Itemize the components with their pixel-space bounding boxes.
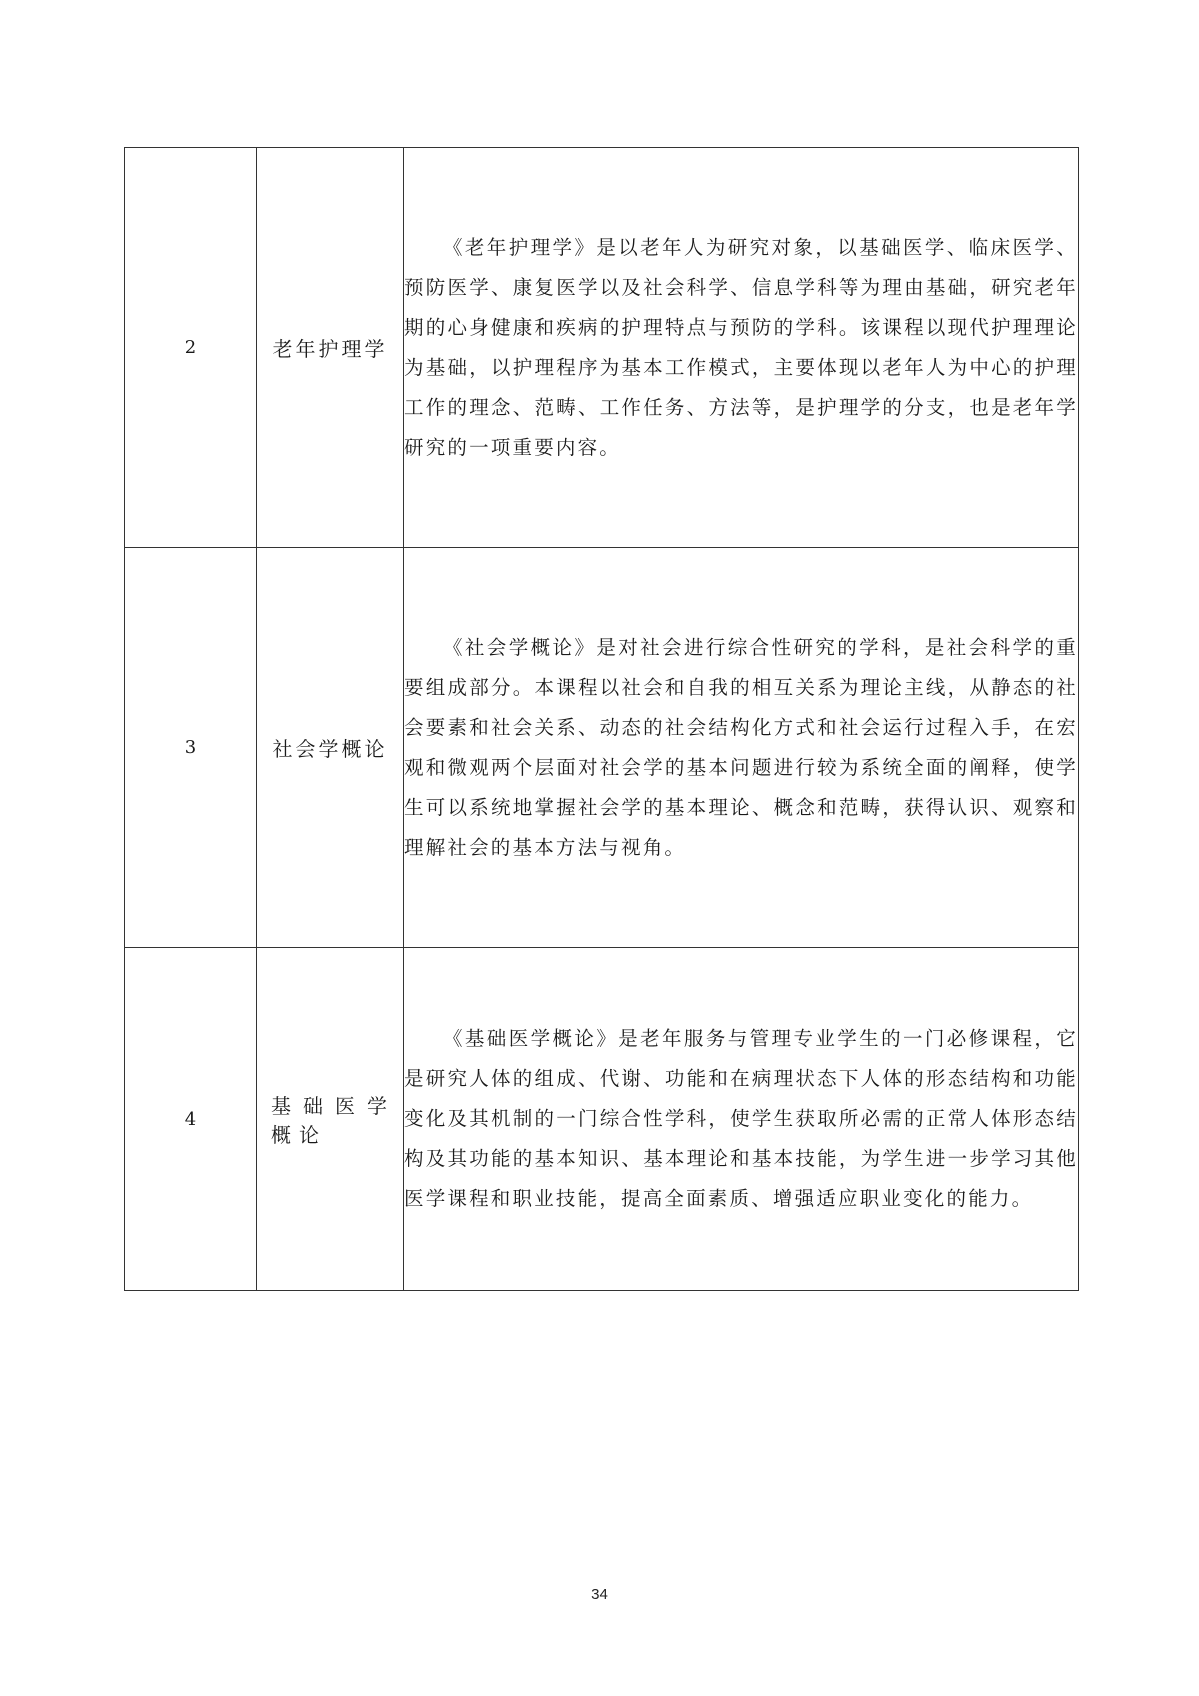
course-description-cell — [404, 548, 1079, 948]
course-table — [124, 147, 1079, 1291]
table-row — [125, 148, 1079, 548]
course-name: 老年护理学 — [257, 148, 404, 548]
course-number: 3 — [125, 548, 257, 948]
course-description: 《社会学概论》是对社会进行综合性研究的学科，是社会科学的重要组成部分。本课程以社会和自我的相互关系为理论主线，从静态的社会要素和社会关系、动态的社会结构化方式和社会运行过程入手，在宏观和微观两个层面对社会学的基本问题进行较为系统全面的阐释，使学生可以系统地掌握社会学的基本理论、概念和范畴，获得认识、观察和理解社会的基本方法与视角。 — [404, 635, 1078, 859]
table-row — [125, 548, 1079, 948]
course-name: 社会学概论 — [257, 548, 404, 948]
page-number: 34 — [591, 1586, 608, 1603]
table-row — [125, 948, 1079, 1291]
course-number: 4 — [125, 948, 257, 1291]
course-name: 基础医学概论 — [257, 948, 404, 1291]
course-description-cell — [404, 948, 1079, 1291]
course-description-cell — [404, 148, 1079, 548]
course-description: 《基础医学概论》是老年服务与管理专业学生的一门必修课程，它是研究人体的组成、代谢、功能和在病理状态下人体的形态结构和功能变化及其机制的一门综合性学科，使学生获取所必需的正常人体形态结构及其功能的基本知识、基本理论和基本技能，为学生进一步学习其他医学课程和职业技能，提高全面素质、增强适应职业变化的能力。 — [404, 1027, 1078, 1210]
course-number: 2 — [125, 148, 257, 548]
course-description: 《老年护理学》是以老年人为研究对象，以基础医学、临床医学、预防医学、康复医学以及社会科学、信息学科等为理由基础，研究老年期的心身健康和疾病的护理特点与预防的学科。该课程以现代护理理论为基础，以护理程序为基本工作模式，主要体现以老年人为中心的护理工作的理念、范畴、工作任务、方法等，是护理学的分支，也是老年学研究的一项重要内容。 — [404, 235, 1078, 459]
